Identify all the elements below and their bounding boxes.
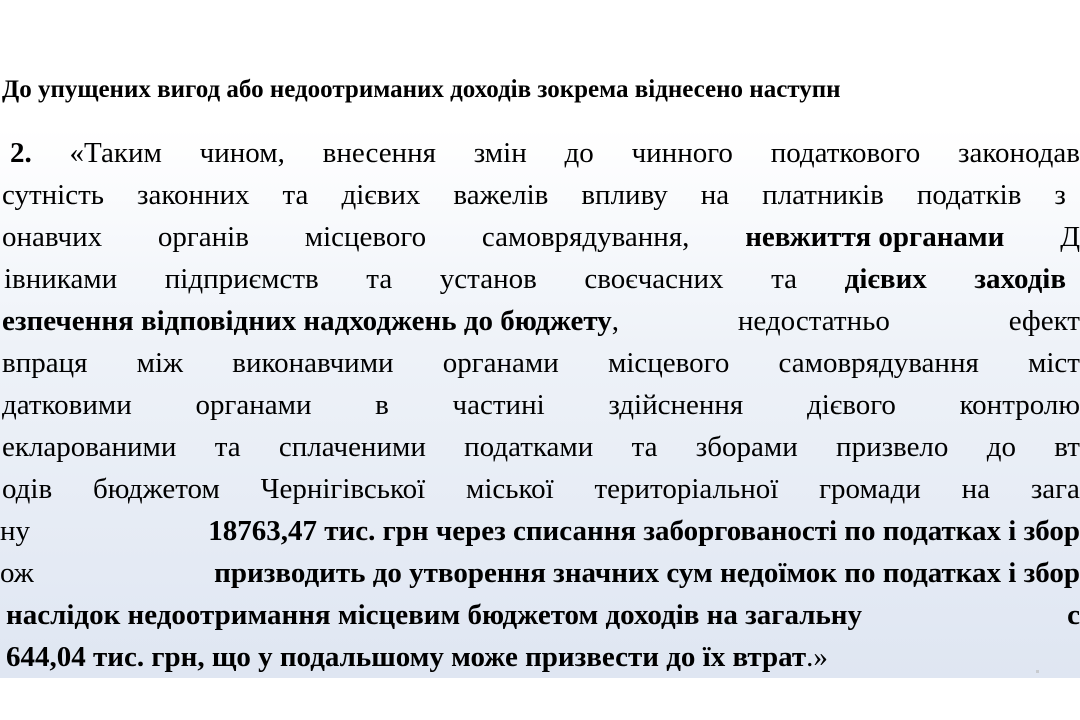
quote-word [93,468,220,510]
plain-text: дієвого [806,389,896,421]
quote-line-text [2,426,1080,468]
quote-word [845,258,927,300]
quote-line-text [2,300,1080,342]
quote-word [158,216,249,258]
quote-word [375,384,389,426]
quote-word [632,426,658,468]
quote-line-text [0,510,1080,552]
plain-text: територіальної [594,473,779,505]
quote-word [464,426,593,468]
quote-word [6,594,862,636]
quote-word [2,300,619,342]
bold-text: невжиття органами [745,221,1005,253]
quote-word [215,426,241,468]
bold-text: езпечення відповідних надходжень до бюджету [2,305,612,337]
quote-line [0,216,1080,258]
quote-word [453,174,548,216]
plain-text: міської [465,473,554,505]
quote-line-text [2,384,1080,426]
punctuation: , [611,305,620,337]
quote-word [440,258,537,300]
bold-text: дієвих [844,263,927,295]
quote-word [738,300,890,342]
quote-word [2,216,102,258]
plain-text: зборами [695,431,798,463]
quote-word [283,174,309,216]
quote-word [632,132,733,174]
quote-word [474,132,527,174]
quote-word [2,468,52,510]
quote-word [807,384,896,426]
plain-text: івниками [4,263,118,295]
quote-word [581,174,667,216]
quote-word [165,258,319,300]
plain-text: чинного [631,137,733,169]
quote-word [6,636,828,678]
plain-text: податками [464,431,594,463]
quote-word [0,552,34,594]
quote-word [594,468,778,510]
quote-line-text [6,636,828,678]
quote-line-text [2,468,1080,510]
quote-line [0,342,1080,384]
plain-text: онавчих [2,221,103,253]
quote-line [0,510,1080,552]
quote-word [323,132,436,174]
quote-word [771,258,797,300]
quote-line [0,384,1080,426]
quote-word [962,468,990,510]
quote-word [819,468,921,510]
quote-word [762,174,884,216]
quote-word [2,342,87,384]
plain-text: одів [2,473,53,505]
plain-text: на [700,179,730,211]
bold-text: заходів [974,263,1066,295]
plain-text: сплаченими [278,431,426,463]
plain-text: екларованими [2,431,177,463]
quote-word [1054,426,1080,468]
plain-text: та [366,263,393,295]
quote-line-text [10,132,1080,174]
quote-line-text [2,216,1080,258]
quote-word [453,384,545,426]
plain-text: та [214,431,241,463]
quote-word [232,342,393,384]
plain-text: громади [819,473,921,505]
plain-text: недостатньо [737,305,890,337]
quote-word [584,258,723,300]
quote-word [1009,300,1080,342]
plain-text: самоврядування [778,347,979,379]
plain-text: ну [0,515,31,547]
quote-word [208,510,1080,552]
quote-line [0,174,1080,216]
quote-word [366,258,392,300]
plain-text: впливу [581,179,668,211]
plain-text: виконавчими [232,347,394,379]
quote-word [779,342,979,384]
plain-text: важелів [453,179,549,211]
quote-line-text [2,174,1066,216]
quote-word [137,342,183,384]
quote-word [1054,174,1065,216]
plain-text: сутність [2,179,105,211]
quote-line [0,594,1080,636]
quote-word [2,384,132,426]
plain-text: впраця [2,347,88,379]
plain-text: вт [1054,431,1080,463]
quote-word [1031,468,1080,510]
plain-text: органами [442,347,559,379]
plain-text: внесення [322,137,436,169]
page-dot-mark [1036,670,1039,673]
section-heading: До упущених вигод або недоотриманих доходів зокрема віднесено наступн [2,76,841,103]
plain-text: з [1054,179,1066,211]
quote-line-text [4,258,1066,300]
bold-text: 644,04 тис. грн, що у подальшому може призвести до їх втрат [6,641,807,673]
bold-text: 2. [10,137,32,169]
quote-word [4,258,117,300]
quote-word [701,174,729,216]
plain-text: дієвих [341,179,421,211]
quote-line [0,636,1080,678]
quote-word [2,174,104,216]
plain-text: зага [1030,473,1080,505]
plain-text: самоврядування, [481,221,690,253]
plain-text: органів [157,221,249,253]
quote-word [917,174,1022,216]
quote-line-text [6,594,1080,636]
plain-text: змін [473,137,527,169]
bold-text: 18763,47 тис. грн через списання заборгованості по податках і збор [208,515,1080,547]
plain-text: законних [137,179,250,211]
quote-word [1060,216,1080,258]
quote-word [482,216,690,258]
plain-text: своєчасних [584,263,724,295]
quote-word [696,426,798,468]
plain-text: до [564,137,594,169]
plain-text: на [961,473,990,505]
plain-text: податкового [770,137,921,169]
quote-word [565,132,594,174]
quote-word [0,510,30,552]
punctuation: .» [806,641,828,673]
quote-line [0,468,1080,510]
plain-text: місцевого [607,347,730,379]
quote-word [608,342,729,384]
plain-text: платників [762,179,884,211]
quote-word [745,216,1004,258]
plain-text: законодав [958,137,1080,169]
quote-word [279,426,426,468]
plain-text: та [282,179,309,211]
quote-line [0,552,1080,594]
plain-text: до [986,431,1016,463]
quote-word [137,174,250,216]
quote-word [10,132,32,174]
quote-line [0,132,1080,174]
quote-word [987,426,1016,468]
quote-line-text [0,552,1080,594]
quote-word [195,384,311,426]
quote-word [1067,594,1080,636]
plain-text: ож [0,557,34,589]
quote-word [2,426,176,468]
quote-word [70,132,162,174]
quote-line [0,426,1080,468]
quote-word [466,468,554,510]
plain-text: підприємств [164,263,319,295]
quote-word [771,132,921,174]
plain-text: Чернігівської [260,473,426,505]
quote-word [836,426,948,468]
plain-text: між [136,347,184,379]
quote-word [608,384,743,426]
quote-word [341,174,420,216]
plain-text: ефект [1008,305,1080,337]
quote-line [0,300,1080,342]
bold-text: наслідок недоотримання місцевим бюджетом доходів на загальну [6,599,863,631]
plain-text: частині [452,389,545,421]
quote-word [958,132,1080,174]
plain-text: та [771,263,798,295]
plain-text: бюджетом [92,473,220,505]
plain-text: «Таким [69,137,162,169]
plain-text: Д [1060,221,1080,253]
quote-word [214,552,1080,594]
plain-text: призвело [836,431,949,463]
quote-line [0,258,1080,300]
plain-text: податків [916,179,1022,211]
plain-text: датковими [2,389,132,421]
plain-text: місцевого [304,221,427,253]
plain-text: та [631,431,658,463]
bold-text: с [1067,599,1080,631]
plain-text: органами [195,389,312,421]
plain-text: установ [439,263,537,295]
plain-text: здійснення [608,389,744,421]
quote-word [200,132,285,174]
bold-text: призводить до утворення значних сум недоїмок по податках і збор [214,557,1080,589]
quote-block [0,128,1080,678]
quote-word [443,342,559,384]
quote-word [960,384,1080,426]
plain-text: чином, [199,137,285,169]
plain-text: міст [1028,347,1080,379]
quote-word [1028,342,1080,384]
quote-word [974,258,1066,300]
quote-word [305,216,426,258]
plain-text: в [375,389,389,421]
quote-line-text [2,342,1080,384]
quote-word [261,468,426,510]
plain-text: контролю [959,389,1080,421]
